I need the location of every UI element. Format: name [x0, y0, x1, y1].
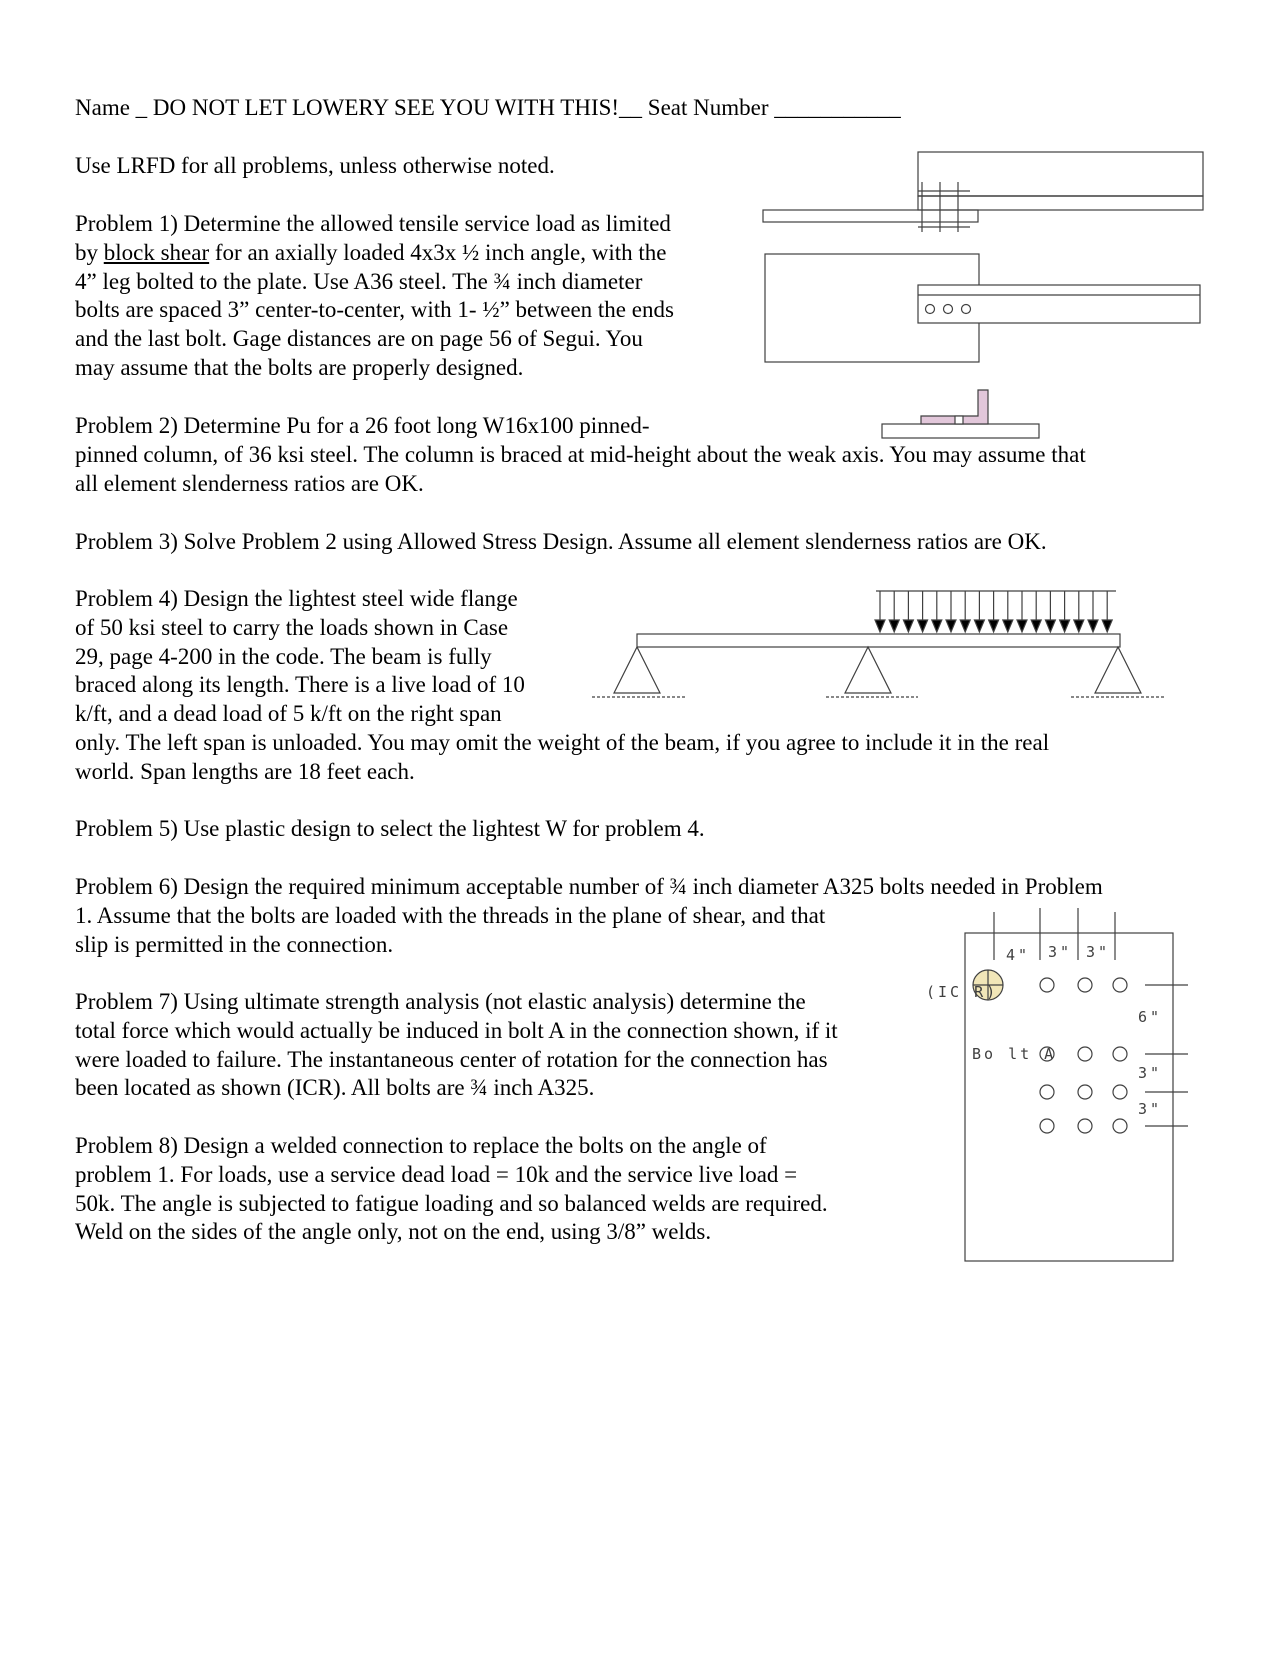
p1-line: bolts are spaced 3” center-to-center, with 1- ½” between the ends [75, 297, 674, 323]
name-seat-line: Name _ DO NOT LET LOWERY SEE YOU WITH THIS!__ Seat Number ___________ [75, 95, 901, 120]
bolt [1113, 978, 1127, 992]
intro-text: Use LRFD for all problems, unless otherwise noted. [75, 153, 555, 178]
dim-3in: 3" [1086, 943, 1111, 961]
p8-line: Weld on the sides of the angle only, not on the end, using 3/8” welds. [75, 1219, 712, 1245]
bolt [1078, 1119, 1092, 1133]
dim-3in: 3" [1138, 1100, 1163, 1118]
dim-4in: 4" [1006, 946, 1031, 964]
p1-line: and the last bolt. Gage distances are on page 56 of Segui. You [75, 326, 643, 352]
p2-line: Problem 2) Determine Pu for a 26 foot long W16x100 pinned- [75, 413, 650, 438]
p4-line: of 50 ksi steel to carry the loads shown in Case [75, 614, 509, 640]
p1-line: may assume that the bolts are properly designed. [75, 354, 524, 380]
bolt [1113, 1119, 1127, 1133]
bolt [1040, 978, 1054, 992]
icr-label: (IC R) [926, 983, 999, 1001]
p8-line: Problem 8) Design a welded connection to replace the bolts on the angle of [75, 1133, 767, 1158]
bolt [1113, 1085, 1127, 1099]
dim-3in: 3" [1048, 943, 1073, 961]
p5-line: Problem 5) Use plastic design to select the lightest W for problem 4. [75, 816, 705, 841]
bolt [1078, 1047, 1092, 1061]
p2-line: all element slenderness ratios are OK. [75, 470, 424, 496]
p8-line: problem 1. For loads, use a service dead load = 10k and the service live load = [75, 1161, 798, 1187]
dim-3in: 3" [1138, 1064, 1163, 1082]
bolt [1113, 1047, 1127, 1061]
p1-line: Problem 1) Determine the allowed tensile service load as limited [75, 211, 671, 236]
p6-line: Problem 6) Design the required minimum acceptable number of ¾ inch diameter A325 bolts needed in Problem [75, 874, 1103, 899]
p6-line: 1. Assume that the bolts are loaded with the threads in the plane of shear, and that [75, 902, 826, 928]
p1-post: for an axially loaded 4x3x ½ inch angle, with the [209, 239, 667, 265]
bolt [1040, 1119, 1054, 1133]
p2-line: pinned column, of 36 ksi steel. The column is braced at mid-height about the weak axis. You may assume that [75, 441, 1086, 467]
p3-line: Problem 3) Solve Problem 2 using Allowed Stress Design. Assume all element slenderness ratios are OK. [75, 529, 1047, 554]
p4-line: braced along its length. There is a live load of 10 [75, 672, 525, 698]
p4-line: world. Span lengths are 18 feet each. [75, 758, 415, 784]
bolt [1040, 1085, 1054, 1099]
p4-line: k/ft, and a dead load of 5 k/ft on the right span [75, 701, 502, 727]
p8-line: 50k. The angle is subjected to fatigue loading and so balanced welds are required. [75, 1190, 828, 1216]
p7-line: Problem 7) Using ultimate strength analysis (not elastic analysis) determine the [75, 989, 806, 1014]
p6-line: slip is permitted in the connection. [75, 931, 394, 957]
dim-6in: 6" [1138, 1008, 1163, 1026]
p7-line: been located as shown (ICR). All bolts are ¾ inch A325. [75, 1075, 595, 1101]
bolt-a-label: Bo lt A [972, 1045, 1057, 1063]
p1-pre: by [75, 239, 104, 265]
block-shear-term: block shear [103, 239, 210, 265]
p1-line: 4” leg bolted to the plate. Use A36 steel. The ¾ inch diameter [75, 268, 643, 294]
p7-line: total force which would actually be induced in bolt A in the connection shown, if it [75, 1017, 838, 1043]
p4-line: Problem 4) Design the lightest steel wide flange [75, 586, 518, 611]
bolt [1078, 1085, 1092, 1099]
p4-line: only. The left span is unloaded. You may omit the weight of the beam, if you agree to include it in the real [75, 729, 1050, 755]
p7-line: were loaded to failure. The instantaneous center of rotation for the connection has [75, 1046, 828, 1072]
bolt [1078, 978, 1092, 992]
p4-line: 29, page 4-200 in the code. The beam is fully [75, 643, 492, 669]
